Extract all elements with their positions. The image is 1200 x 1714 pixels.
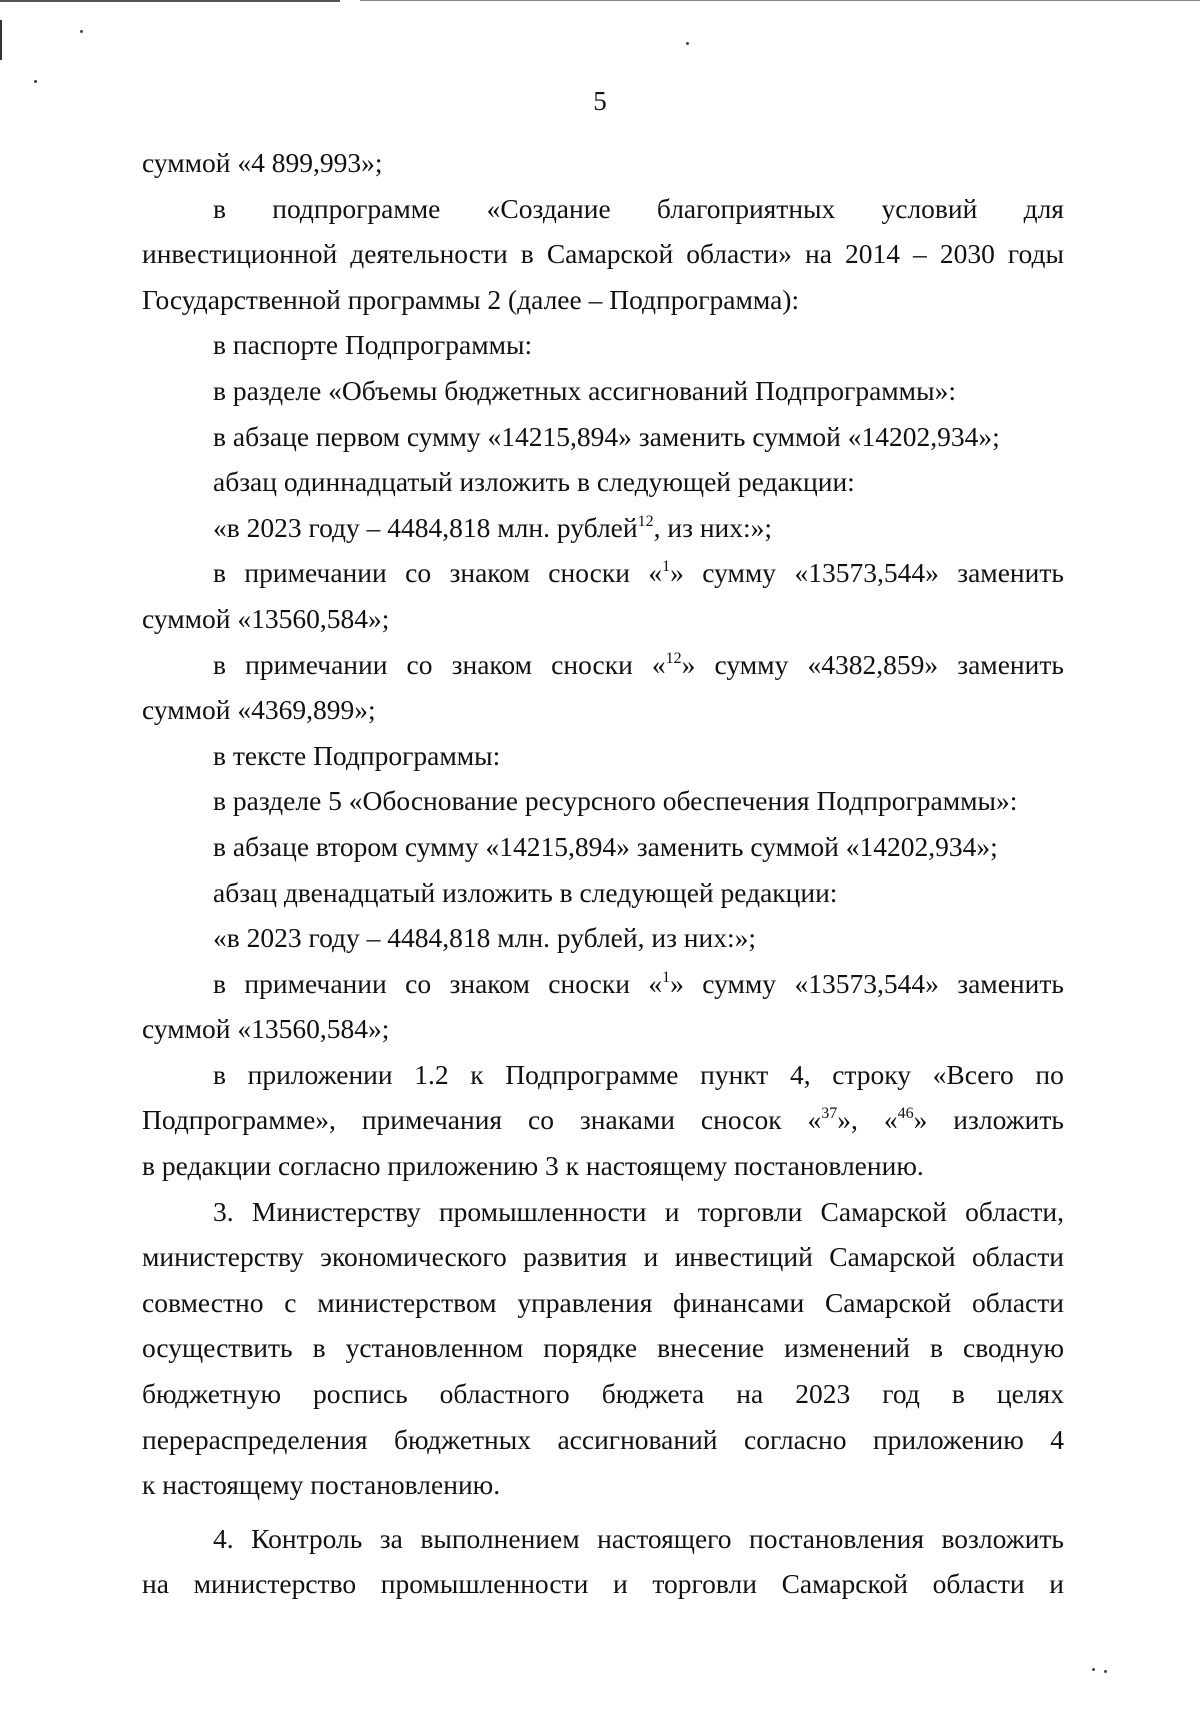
text-line-justified: 3. Министерству промышленности и торговли Самарской области, — [213, 1195, 1064, 1227]
text-line: в паспорте Подпрограммы: — [213, 329, 533, 361]
text-line: абзац двенадцатый изложить в следующей редакции: — [213, 876, 838, 908]
text-line: суммой «4369,899»; — [142, 694, 376, 726]
text-line: «в 2023 году – 4484,818 млн. рублей$^{12}$, из них:»; — [213, 511, 773, 543]
footnote-marker: 37 — [821, 1105, 838, 1123]
scan-speck — [80, 30, 83, 33]
footnote-marker: 46 — [897, 1105, 914, 1123]
text-line: абзац одиннадцатый изложить в следующей редакции: — [213, 466, 855, 498]
text-line-justified: осуществить в установленном порядке внесение изменений в сводную — [142, 1332, 1064, 1364]
text-line: суммой «4 899,993»; — [142, 147, 383, 178]
text-line-justified: Подпрограмме», примечания со знаками сносок «$^{37}$», «$^{46}$» изложить — [142, 1104, 1064, 1136]
text-line: в разделе «Объемы бюджетных ассигнований Подпрограммы»: — [213, 374, 956, 406]
text-line-justified: совместно с министерством управления финансами Самарской области — [142, 1286, 1064, 1318]
text-line: в абзаце втором сумму «14215,894» заменить суммой «14202,934»; — [213, 830, 998, 862]
text-line: суммой «13560,584»; — [142, 602, 390, 634]
page-number: 5 — [593, 86, 607, 116]
text-line-justified: в примечании со знаком сноски «$^{12}$» сумму «4382,859» заменить — [213, 648, 1064, 680]
text-line: в тексте Подпрограммы: — [213, 739, 501, 771]
text-line-justified: в примечании со знаком сноски «$^1$» сумму «13573,544» заменить — [213, 557, 1064, 589]
text-line: к настоящему постановлению. — [142, 1469, 501, 1501]
text-line-justified: в примечании со знаком сноски «$^1$» сумму «13573,544» заменить — [213, 967, 1064, 999]
footnote-marker: 12 — [637, 512, 654, 530]
text-line-justified: в приложении 1.2 к Подпрограмме пункт 4, строку «Всего по — [213, 1058, 1064, 1090]
scan-edge-line — [0, 0, 340, 2]
document-body — [142, 140, 1064, 1607]
scan-speck — [34, 80, 37, 83]
scan-speck — [686, 42, 689, 45]
text-line-justified: министерству экономического развития и инвестиций Самарской области — [142, 1241, 1064, 1273]
scan-speck — [1092, 1668, 1095, 1671]
text-line: «в 2023 году – 4484,818 млн. рублей, из них:»; — [213, 922, 757, 954]
footnote-marker: 1 — [662, 968, 671, 986]
text-line: суммой «13560,584»; — [142, 1013, 390, 1045]
text-line: в абзаце первом сумму «14215,894» заменить суммой «14202,934»; — [213, 420, 1000, 452]
text-line-justified: бюджетную роспись областного бюджета на 2023 год в целях — [142, 1378, 1064, 1410]
scan-speck — [1104, 1670, 1107, 1673]
footnote-marker: 1 — [662, 558, 671, 576]
text-line-justified: перераспределения бюджетных ассигнований согласно приложению 4 — [142, 1423, 1064, 1455]
text-line: Государственной программы 2 (далее – Подпрограмма): — [142, 283, 800, 315]
text-line: в редакции согласно приложению 3 к настоящему постановлению. — [142, 1150, 924, 1182]
text-line-justified: инвестиционной деятельности в Самарской области» на 2014 – 2030 годы — [142, 238, 1064, 270]
text-line: в разделе 5 «Обоснование ресурсного обеспечения Подпрограммы»: — [213, 785, 1018, 817]
scan-edge-mark — [0, 20, 2, 60]
scan-edge-line — [360, 0, 1200, 1]
text-line-justified: на министерство промышленности и торговли Самарской области и — [142, 1568, 1064, 1600]
footnote-marker: 12 — [665, 649, 682, 667]
text-line-justified: 4. Контроль за выполнением настоящего постановления возложить — [213, 1522, 1064, 1554]
text-line-justified: в подпрограмме «Создание благоприятных условий для — [213, 192, 1064, 224]
